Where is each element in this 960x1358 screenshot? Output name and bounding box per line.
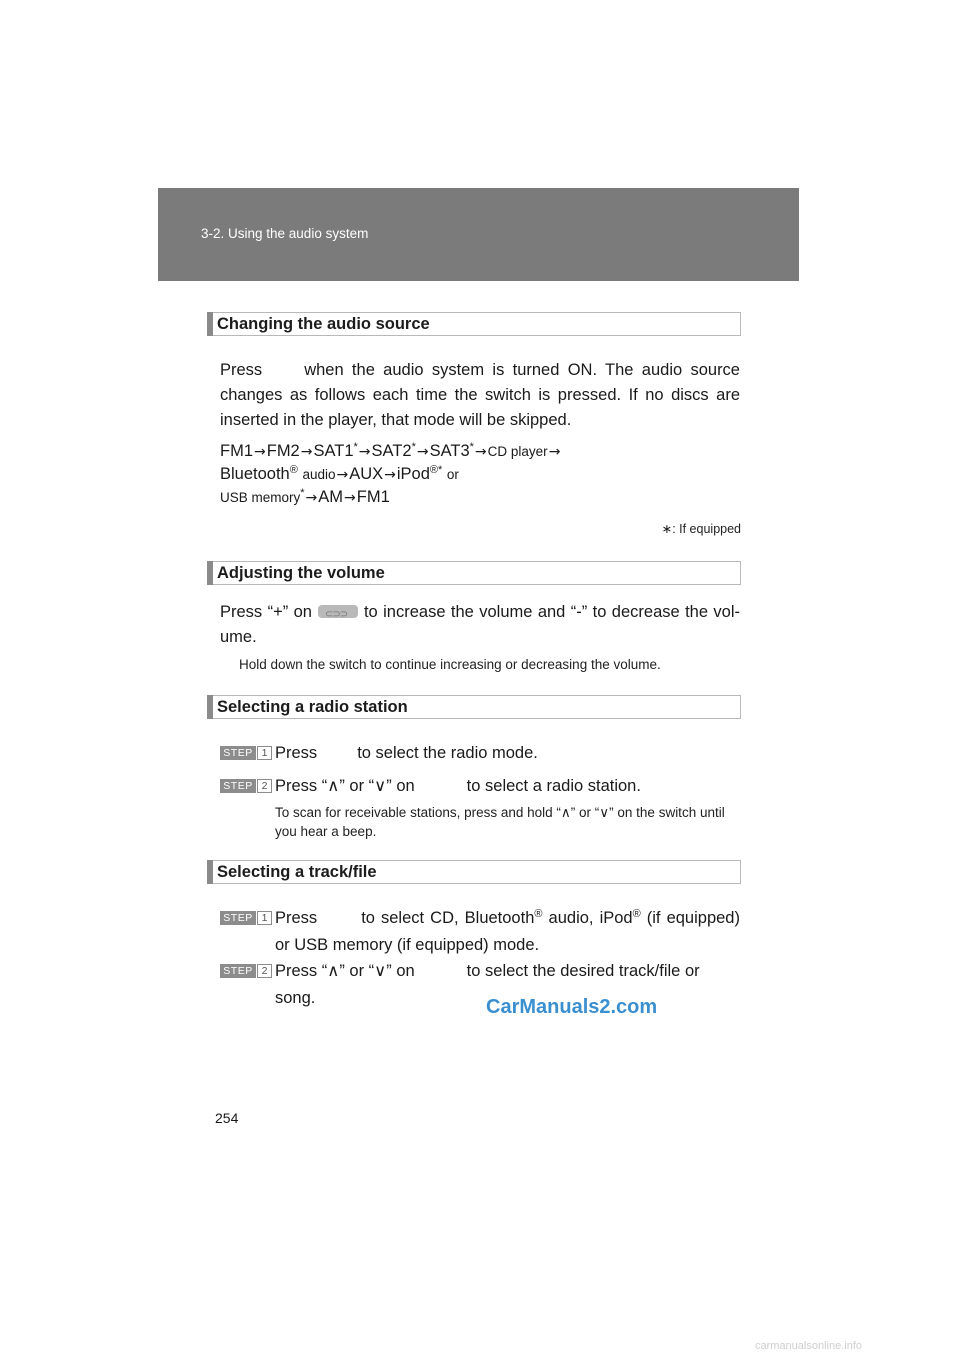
heading-bar xyxy=(207,561,213,585)
radio-step-1-badge: STEP 1 xyxy=(220,746,272,760)
heading-title: Selecting a radio station xyxy=(217,698,408,716)
heading-title: Adjusting the volume xyxy=(217,564,385,582)
source-intro xyxy=(220,358,740,433)
heading-adjusting-volume xyxy=(207,561,741,585)
volume-switch-icon xyxy=(318,605,358,618)
track-step-1-text: Press to select CD, Bluetooth® audio, iPod® (if equipped) or USB memory (if equipped) mode. xyxy=(275,908,740,954)
radio-step-1-text: Press to select the radio mode. xyxy=(275,744,538,762)
page-number: 254 xyxy=(215,1110,239,1126)
source-intro-press: Press xyxy=(220,361,263,379)
heading-bar xyxy=(207,312,213,336)
heading-bar xyxy=(207,860,213,884)
source-intro-text: when the audio system is turned ON. The audio source changes as follows each time the switch is pressed. If no discs are inserted in the player, that mode will be skipped. xyxy=(220,361,740,429)
heading-title: Changing the audio source xyxy=(217,315,430,333)
heading-track-file xyxy=(207,860,741,884)
footnote-if-equipped: ∗: If equipped xyxy=(661,522,741,536)
radio-step-2-badge: STEP 2 xyxy=(220,779,272,793)
header-band xyxy=(158,188,799,281)
track-step-2-text: Press “∧” or “∨” on to select the desired track/file or song. xyxy=(275,962,700,1007)
section-title: 3-2. Using the audio system xyxy=(201,226,369,241)
heading-title: Selecting a track/file xyxy=(217,863,377,881)
footer-watermark: carmanualsonline.info xyxy=(755,1340,863,1352)
volume-text: Press “+” on⊂⊃⊃ to increase the volume and “-” to decrease the vol-ume. xyxy=(220,600,740,650)
heading-changing-audio-source xyxy=(207,312,741,336)
watermark: CarManuals2.com xyxy=(486,996,658,1018)
radio-step-2-text: Press “∧” or “∨” on to select a radio station. xyxy=(275,777,641,795)
volume-note: Hold down the switch to continue increasing or decreasing the volume. xyxy=(239,657,661,672)
radio-scan-note: To scan for receivable stations, press and hold “∧” or “∨” on the switch until you hear a beep. xyxy=(275,805,725,839)
track-step-1-badge: STEP 1 xyxy=(220,911,272,925)
heading-bar xyxy=(207,695,213,719)
heading-radio-station xyxy=(207,695,741,719)
source-sequence: FM1→FM2→SAT1*→SAT2*→SAT3*→CD player→ Bluetooth® audio→AUX→iPod®* or USB memory*→AM→FM1 xyxy=(220,441,561,506)
track-step-2-badge: STEP 2 xyxy=(220,964,272,978)
